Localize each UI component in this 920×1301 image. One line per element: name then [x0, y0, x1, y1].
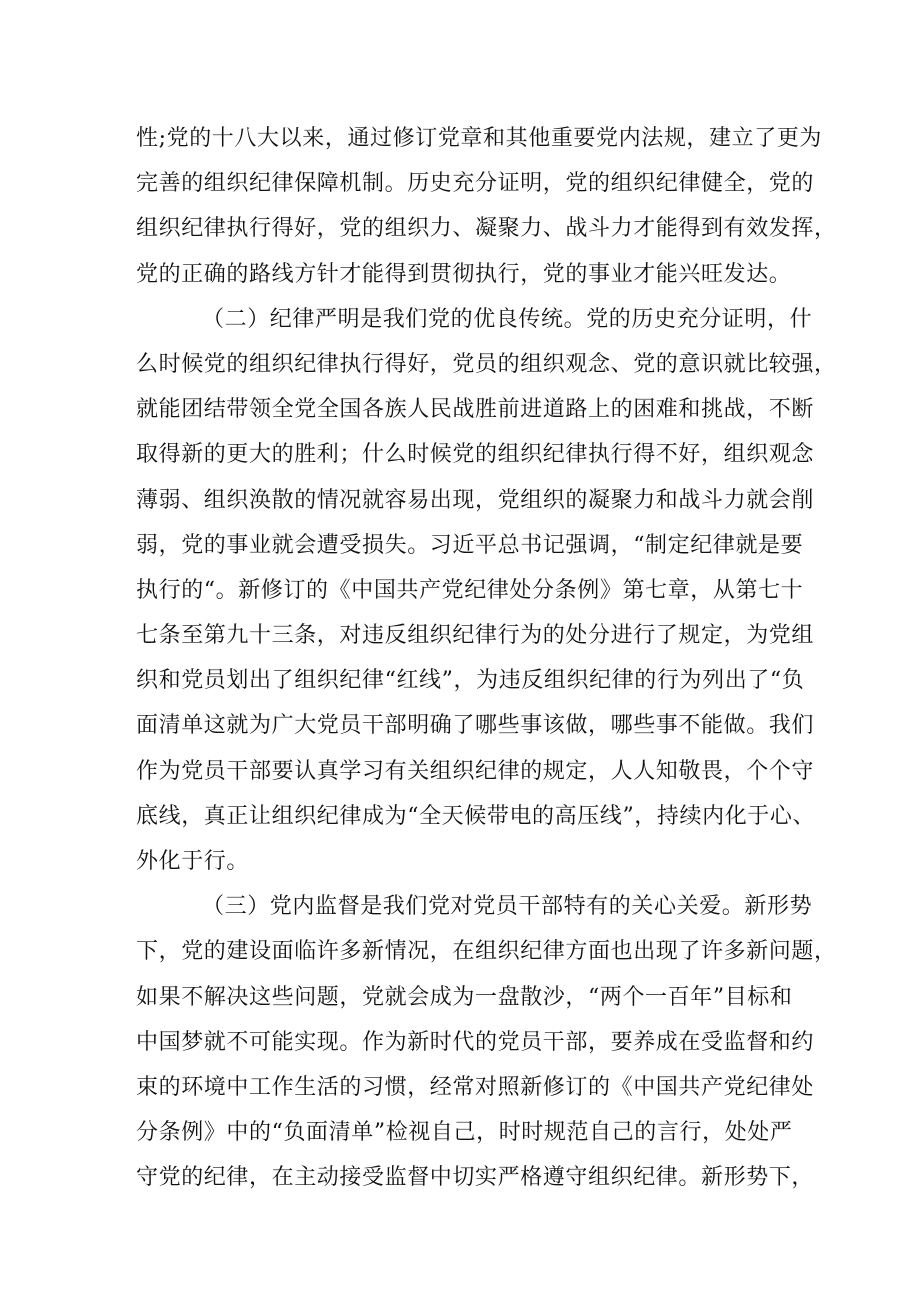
text-line: 就能团结带领全党全国各族人民战胜前进道路上的困难和挑战，不断: [136, 397, 815, 423]
text-line: 作为党员干部要认真学习有关组织纪律的规定，人人知敬畏，个个守: [136, 758, 815, 784]
text-line: 底线，真正让组织纪律成为“全天候带电的高压线”，持续内化于心、: [136, 803, 816, 829]
text-line: 薄弱、组织涣散的情况就容易出现，党组织的凝聚力和战斗力就会削: [136, 487, 815, 513]
text-line: 中国梦就不可能实现。作为新时代的党员干部，要养成在受监督和约: [136, 1029, 815, 1055]
text-line: 分条例》中的“负面清单”检视自己，时时规范自己的言行，处处严: [136, 1120, 793, 1146]
text-line: 弱，党的事业就会遭受损失。习近平总书记强调，“制定纪律就是要: [136, 532, 804, 558]
paragraph-3-first-line: （三）党内监督是我们党对党员干部特有的关心关爱。新形势: [202, 894, 813, 920]
text-line: 下，党的建设面临许多新情况，在组织纪律方面也出现了许多新问题，: [136, 939, 837, 965]
text-line: 党的正确的路线方针才能得到贯彻执行，党的事业才能兴旺发达。: [136, 261, 792, 287]
text-line: 织和党员划出了组织纪律“红线”，为违反组织纪律的行为列出了“负: [136, 668, 805, 694]
text-line: 么时候党的组织纪律执行得好，党员的组织观念、党的意识就比较强，: [136, 351, 837, 377]
body-text: [136, 116, 837, 1201]
text-line: 组织纪律执行得好，党的组织力、凝聚力、战斗力才能得到有效发挥，: [136, 216, 837, 242]
text-line: 性;党的十八大以来，通过修订党章和其他重要党内法规，建立了更为: [136, 126, 823, 151]
text-line: 面清单这就为广大党员干部明确了哪些事该做，哪些事不能做。我们: [136, 713, 815, 739]
text-line: 取得新的更大的胜利；什么时候党的组织纪律执行得不好，组织观念: [136, 442, 815, 468]
text-line: 七条至第九十三条，对违反组织纪律行为的处分进行了规定，为党组: [136, 623, 815, 649]
text-line: 守党的纪律，在主动接受监督中切实严格遵守组织纪律。新形势下，: [136, 1165, 815, 1191]
text-line: 束的环境中工作生活的习惯，经常对照新修订的《中国共产党纪律处: [136, 1074, 815, 1100]
paragraph-2-first-line: （二）纪律严明是我们党的优良传统。党的历史充分证明，什: [202, 306, 813, 332]
text-line: 外化于行。: [136, 849, 250, 874]
text-line: 执行的“。新修订的《中国共产党纪律处分条例》第七章，从第七十: [136, 577, 804, 603]
text-line: 如果不解决这些问题，党就会成为一盘散沙，“两个一百年”目标和: [136, 984, 793, 1010]
text-line: 完善的组织纪律保障机制。历史充分证明，党的组织纪律健全，党的: [136, 171, 815, 197]
